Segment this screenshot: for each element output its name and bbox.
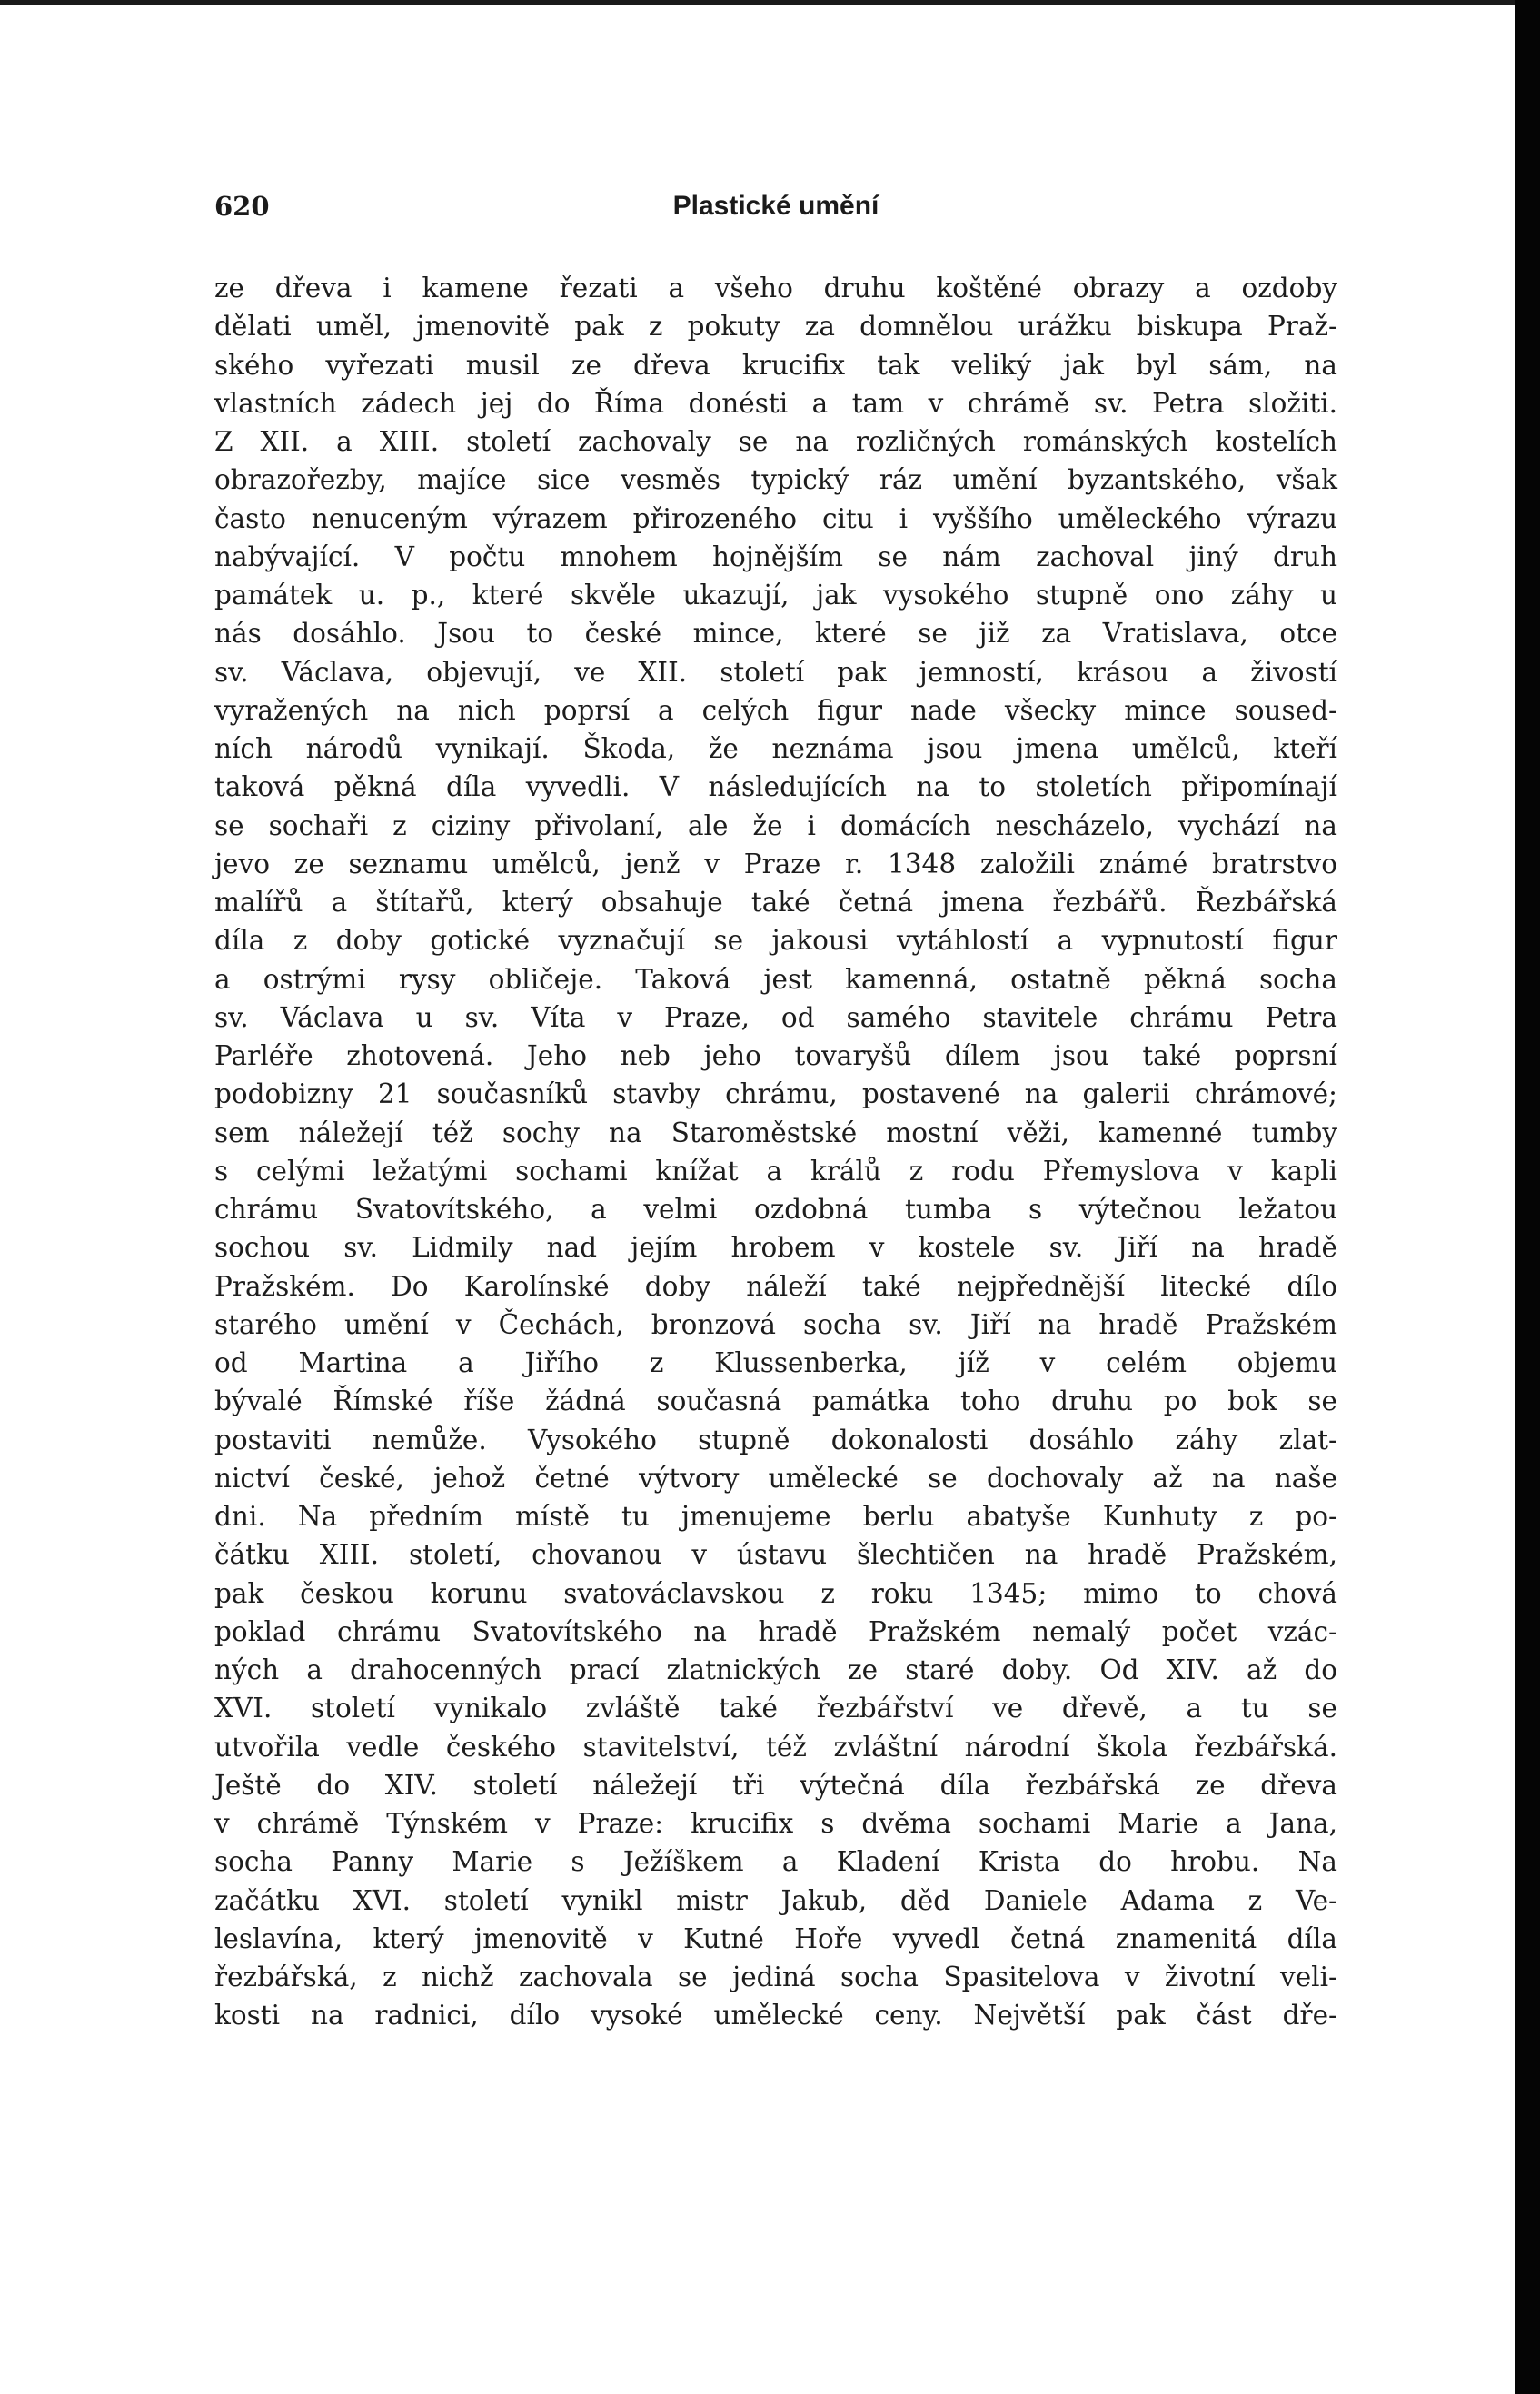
text-line: sem náležejí též sochy na Staroměstské mostní věži, kamenné tumby (214, 1117, 1337, 1148)
page-number: 620 (214, 191, 270, 222)
text-line: s celými ležatými sochami knížat a králů z rodu Přemyslova v kapli (214, 1155, 1337, 1187)
text-line: utvořila vedle českého stavitelství, též zvláštní národní škola řezbářská. (214, 1731, 1337, 1763)
text-line: jevo ze seznamu umělců, jenž v Praze r. 1348 založili známé bratrstvo (214, 848, 1337, 879)
text-line: vlastních zádech jej do Říma donésti a tam v chrámě sv. Petra složiti. (214, 387, 1337, 419)
text-line: se sochaři z ciziny přivolaní, ale že i domácích nescházelo, vychází na (214, 810, 1337, 841)
text-line: malířů a štítařů, který obsahuje také četná jmena řezbářů. Řezbářská (214, 887, 1337, 918)
text-line: sochou sv. Lidmily nad jejím hrobem v kostele sv. Jiří na hradě (214, 1232, 1337, 1264)
text-line: socha Panny Marie s Ježíškem a Kladení Krista do hrobu. Na (214, 1846, 1337, 1878)
text-line: starého umění v Čechách, bronzová socha sv. Jiří na hradě Pražském (214, 1308, 1337, 1340)
book-page (214, 182, 1337, 2180)
text-line: často nenuceným výrazem přirozeného citu i vyššího uměleckého výrazu (214, 502, 1337, 534)
text-line: leslavína, který jmenovitě v Kutné Hoře vyvedl četná znamenitá díla (214, 1922, 1337, 1954)
running-title: Plastické umění (672, 191, 879, 221)
text-line: v chrámě Týnském v Praze: krucifix s dvěma sochami Marie a Jana, (214, 1808, 1337, 1839)
text-line: Z XII. a XIII. století zachovaly se na rozličných románských kostelích (214, 426, 1337, 457)
text-line: nictví české, jehož četné výtvory umělecké se dochovaly až na naše (214, 1462, 1337, 1494)
body-text (214, 269, 1337, 2035)
text-line: řezbářská, z nichž zachovala se jediná socha Spasitelova v životní veli- (214, 1962, 1337, 1992)
text-line: ných a drahocenných prací zlatnických ze staré doby. Od XIV. až do (214, 1654, 1337, 1685)
text-line: obrazořezby, majíce sice vesměs typický ráz umění byzantského, však (214, 464, 1337, 496)
text-line: sv. Václava u sv. Víta v Praze, od samého stavitele chrámu Petra (214, 1001, 1337, 1033)
text-line: dni. Na předním místě tu jmenujeme berlu abatyše Kunhuty z po- (214, 1501, 1337, 1532)
text-line: ského vyřezati musil ze dřeva krucifix tak veliký jak byl sám, na (214, 349, 1337, 381)
text-line: Pražském. Do Karolínské doby náleží také nejpřednější litecké dílo (214, 1270, 1337, 1302)
text-line: a ostrými rysy obličeje. Taková jest kamenná, ostatně pěkná socha (214, 963, 1337, 995)
text-line: pak českou korunu svatováclavskou z roku 1345; mimo to chová (214, 1577, 1337, 1609)
text-line: ních národů vynikají. Škoda, že neznáma jsou jmena umělců, kteří (214, 733, 1337, 764)
text-line: vyražených na nich poprsí a celých figur nade všecky mince soused- (214, 694, 1337, 726)
text-line: dělati uměl, jmenovitě pak z pokuty za domnělou urážku biskupa Praž- (214, 311, 1337, 343)
text-line: památek u. p., které skvěle ukazují, jak vysokého stupně ono záhy u (214, 580, 1337, 611)
scan-right-edge (1515, 0, 1540, 2394)
text-line: XVI. století vynikalo zvláště také řezbářství ve dřevě, a tu se (214, 1693, 1337, 1724)
text-line: Ještě do XIV. století náležejí tři výtečná díla řezbářská ze dřeva (214, 1769, 1337, 1801)
text-line: díla z doby gotické vyznačují se jakousi vytáhlostí a vypnutostí figur (214, 925, 1337, 957)
text-line: kosti na radnici, dílo vysoké umělecké ceny. Největší pak část dře- (214, 2000, 1337, 2031)
text-line: nabývající. V počtu mnohem hojnějším se nám zachoval jiný druh (214, 541, 1337, 572)
scan-top-edge (0, 0, 1540, 5)
text-line: Parléře zhotovená. Jeho neb jeho tovaryšů dílem jsou také poprsní (214, 1040, 1337, 1071)
text-line: podobizny 21 současníků stavby chrámu, postavené na galerii chrámové; (214, 1078, 1337, 1110)
running-head (214, 182, 1337, 236)
text-line: postaviti nemůže. Vysokého stupně dokonalosti dosáhlo záhy zlat- (214, 1424, 1337, 1455)
text-line: sv. Václava, objevují, ve XII. století pak jemností, krásou a živostí (214, 656, 1337, 688)
text-line: ze dřeva i kamene řezati a všeho druhu koštěné obrazy a ozdoby (214, 273, 1337, 303)
text-line: bývalé Římské říše žádná současná památka toho druhu po bok se (214, 1386, 1337, 1417)
text-line: nás dosáhlo. Jsou to české mince, které se již za Vratislava, otce (214, 618, 1337, 650)
text-line: od Martina a Jiřího z Klussenberka, jíž v celém objemu (214, 1347, 1337, 1378)
text-line: taková pěkná díla vyvedli. V následujících na to stoletích připomínají (214, 771, 1337, 803)
text-line: čátku XIII. století, chovanou v ústavu šlechtičen na hradě Pražském, (214, 1539, 1337, 1571)
text-line: začátku XVI. století vynikl mistr Jakub, děd Daniele Adama z Ve- (214, 1884, 1337, 1916)
text-line: poklad chrámu Svatovítského na hradě Pražském nemalý počet vzác- (214, 1615, 1337, 1647)
text-line: chrámu Svatovítského, a velmi ozdobná tumba s výtečnou ležatou (214, 1194, 1337, 1225)
